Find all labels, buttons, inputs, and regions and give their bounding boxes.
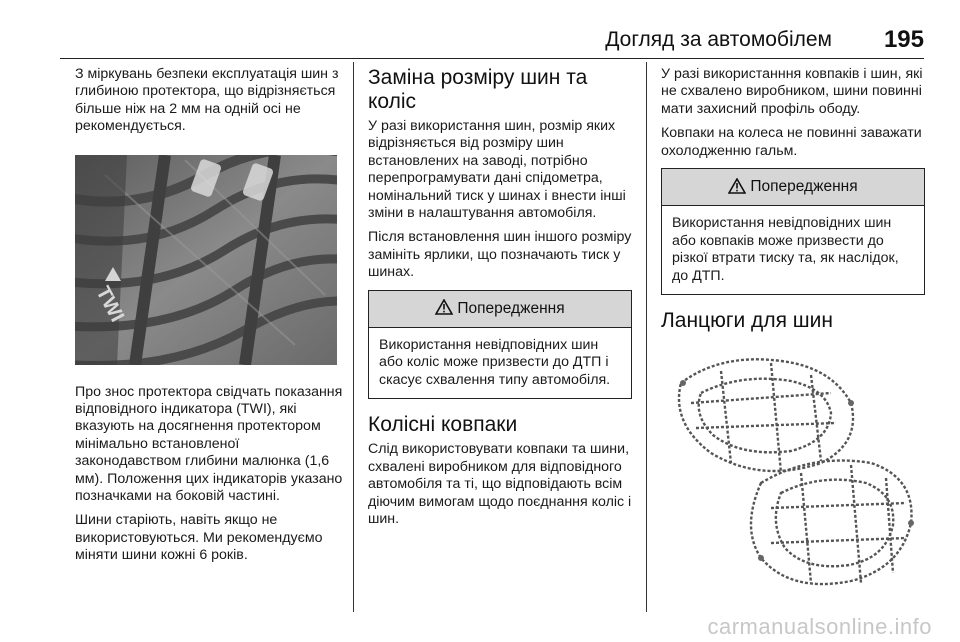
page-header [60, 22, 924, 58]
brake-cooling-paragraph: Ковпаки на колеса не повинні заважати охолодженню гальм. [661, 125, 922, 159]
twi-paragraph: Про знос протектора свідчать показання відповідного індикатора (TWI), які вказують на досягнення протектором мінімально встановленої законодавством глибини малюнка (1,6 мм). Положення цих індикаторів указано позначками на боковій частині. [75, 383, 343, 505]
warning-box [368, 290, 632, 400]
tire-aging-paragraph: Шини старіють, навіть якщо не використовуються. Ми рекомендуємо міняти шини кожні 6 років. [75, 512, 323, 564]
header-rule [60, 58, 924, 59]
column-divider-1 [353, 62, 354, 612]
snow-chains-heading: Ланцюги для шин [661, 309, 833, 333]
tire-size-heading: Заміна розміру шин та коліс [368, 66, 588, 113]
page-number: 195 [883, 26, 924, 53]
warning-title: Попередження [457, 299, 565, 317]
column-divider-2 [646, 62, 647, 612]
column-3 [661, 66, 925, 595]
warning-text-2: Використання невідповідних шин або ковпаків може призвести до різкої втрати тиску та, як наслідок, до ДТП. [672, 215, 899, 284]
snow-chain-illustration [661, 343, 925, 595]
warning-title-2: Попередження [750, 178, 858, 196]
warning-text: Використання невідповідних шин або коліс може призвести до ДТП і скасує схвалення типу автомобіля. [379, 336, 611, 388]
wheel-covers-heading: Колісні ковпаки [368, 413, 518, 437]
tread-depth-paragraph: З міркувань безпеки експлуатація шин з глибиною протектора, що відрізняється більше ніж на 2 мм на одній осі не рекомендується. [75, 66, 339, 135]
tire-label-paragraph: Після встановлення шин іншого розміру замініть ярлики, що позначають тиск у шинах. [368, 229, 632, 281]
warning-triangle-icon [435, 299, 453, 320]
warning-triangle-icon [728, 178, 746, 199]
warning-box-2 [661, 168, 925, 295]
twi-label: TWI [91, 282, 129, 326]
column-2 [368, 66, 632, 535]
cover-rim-paragraph: У разі використанння ковпаків і шин, які не схвалено виробником, шини повинні мати захисний профіль ободу. [661, 66, 923, 117]
section-title: Догляд за автомобілем [605, 28, 832, 51]
column-1 [75, 66, 345, 572]
warning-header-2 [662, 169, 924, 206]
warning-header [369, 291, 631, 328]
wheel-covers-paragraph: Слід використовувати ковпаки та шини, схвалені виробником для відповідного автомобіля та ті, що відповідають всім діючим вимогам щодо поєднання коліс і шин. [368, 441, 632, 528]
tire-size-paragraph: У разі використання шин, розмір яких відрізняється від розміру шин встановлених на заводі, потрібно перепрограмувати дані спідометра, номінальний тиск у шинах і внести інші зміни в налаштування автомобіля. [368, 118, 626, 222]
tire-tread-illustration [75, 155, 337, 365]
watermark: carmanualsonline.info [707, 614, 932, 639]
